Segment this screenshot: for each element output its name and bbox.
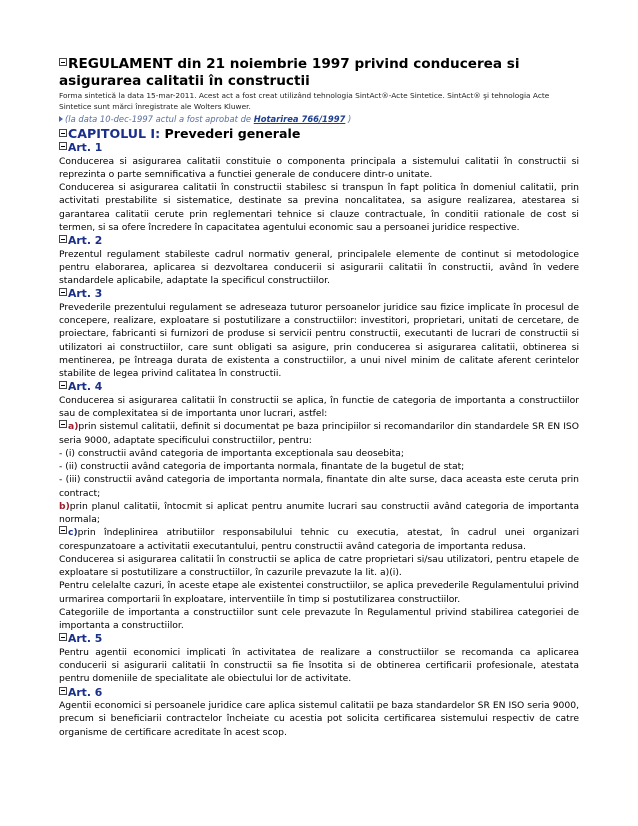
title-text: REGULAMENT din 21 noiembrie 1997 privind conducerea si asigurarea calitatii în constructii [59,56,520,89]
list-letter: b) [59,500,70,512]
article-label: Art. 6 [68,685,103,699]
list-item-c [59,526,579,553]
triangle-right-icon [59,116,63,122]
article-label: Art. 4 [68,380,103,394]
article-paragraph: Conducerea si asigurarea calitatii în constructii se aplica de catre proprietari si/sau utilizatori, pentru etapele de exploatare si postutilizare a constructiilor, în cazurile prevazute la lit. a)(i). [59,553,579,578]
article-heading [59,141,579,155]
article-paragraph: Conducerea si asigurarea calitatii constituie o componenta principala a sistemului calitatii în constructii si reprezinta o parte semnificativa a functiei generale de conducere dintr-o unitate. [59,155,579,180]
article-heading [59,287,579,301]
article-paragraph: Prezentul regulament stabileste cadrul normativ general, principalele elemente de continut si metodologice pentru elaborarea, aplicarea si dezvoltarea conducerii si asigurarii calitatii în constructii, având în vedere standardele aplicabile, adaptate la specificul constructiilor. [59,248,579,286]
approval-note [59,113,579,125]
sub-item: - (ii) constructii având categoria de importanta normala, finantate de la bugetul de stat; [59,461,465,472]
list-letter: c) [68,527,78,539]
article-paragraph: Conducerea si asigurarea calitatii în constructii se aplica, în functie de categoria de importanta a constructiilor sau de complexitatea si de importanta unor lucrari, astfel: [59,394,579,419]
chapter-heading [59,126,579,141]
note-prefix: (la data 10-dec-1997 actul a fost aprobat de [65,114,254,124]
list-text: prin planul calitatii, întocmit si aplicat pentru anumite lucrari sau constructii având categoria de importanta normala; [59,500,579,525]
article-heading [59,686,579,700]
sub-item: - (i) constructii având categoria de importanta exceptionala sau deosebita; [59,447,404,459]
article-paragraph: Prevederile prezentului regulament se adreseaza tuturor persoanelor juridice sau fizice implicate în procesul de concepere, realizare, exploatare si postutilizare a constructiilor: investitori, proprietari, unitati de cercetare, de proiectare, fabricanti si furnizori de produse si servicii pentru constructii, executanti de lucrari de constructii si utilizatori ai constructiilor, care sunt obligati sa asigure, prin conducerea si asigurarea calitatii, obtinerea si mentinerea, pe întreaga durata de existenta a constructiilor, a unui nivel minim de calitate aferent cerintelor stabilite de legea privind calitatea în constructii. [59,301,579,379]
article-paragraph: Conducerea si asigurarea calitatii în constructii stabilesc si transpun în fapt politica în domeniul calitatii, prin activitati prestabilite si sistematice, destinate sa previna noncalitatea, sa asigure realizarea, atestarea si garantarea calitatii cerute prin reglementari tehnice si clauze contractuale, în conditii rationale de cost si termen, si sa ofere încredere în capacitatea agentului economic sau a persoanei juridice respective. [59,182,579,233]
article-paragraph: Agentii economici si persoanele juridice care aplica sistemul calitatii pe baza standardelor SR EN ISO seria 9000, precum si beneficiarii contractelor încheiate cu acestia pot solicita certificarea sistemului respectiv de catre organisme de certificare acreditate în acest scop. [59,700,579,738]
collapse-icon[interactable] [59,633,67,641]
list-item-a [59,420,579,447]
chapter-title: Prevederi generale [164,126,301,141]
document [59,56,579,739]
article-heading [59,234,579,248]
collapse-icon[interactable] [59,142,67,150]
article-label: Art. 1 [68,141,103,154]
note-suffix: ) [345,114,352,124]
sub-item: - (iii) constructii având categoria de importanta normala, finantate din alte surse, daca aceasta este ceruta prin contract; [59,474,579,499]
collapse-icon[interactable] [59,526,67,534]
collapse-icon[interactable] [59,288,67,296]
collapse-icon[interactable] [59,381,67,389]
article-paragraph: Pentru agentii economici implicati în activitatea de realizare a constructiilor se recomanda ca aplicarea conducerii si asigurarii calitatii în constructii sa fie însotita si de obtinerea certificarii profesionale, atestata pentru domeniile de specialitate ale obiectului lor de activitate. [59,646,579,685]
article-paragraph: Pentru celelalte cazuri, în aceste etape ale existentei constructiilor, se aplica prevederile Regulamentului privind urmarirea comportarii în exploatare, interventiile în timp si postutilizarea constructiilor. [59,580,579,605]
list-item-b [59,500,579,527]
article-heading [59,380,579,394]
list-text: prin îndeplinirea atributiilor responsabilului tehnic cu executia, atestat, în cadrul unei organizari corespunzatoare a activitatii executantului, pentru constructii având categoria de importanta redusa. [59,527,579,552]
article-label: Art. 3 [68,287,103,301]
collapse-icon[interactable] [59,235,67,243]
collapse-icon[interactable] [59,129,67,137]
document-meta: Forma sintetică la data 15-mar-2011. Acest act a fost creat utilizând tehnologia SintAct®-Acte Sintetice. SintAct® şi tehnologia Acte Sintetice sunt mărci înregistrate ale Wolters Kluwer. [59,91,550,111]
law-link[interactable]: Hotarirea 766/1997 [253,114,346,124]
article-label: Art. 5 [68,632,103,646]
collapse-icon[interactable] [59,687,67,695]
article-paragraph: Categoriile de importanta a constructiilor sunt cele prevazute în Regulamentul privind stabilirea categoriei de importanta a constructiilor. [59,606,579,631]
collapse-icon[interactable] [59,420,67,428]
chapter-label: CAPITOLUL I: [68,126,161,141]
article-heading [59,632,579,646]
list-letter: a) [68,421,79,433]
list-text: prin sistemul calitatii, definit si documentat pe baza principiilor si recomandarilor din standardele SR EN ISO seria 9000, adaptate specificului constructiilor, pentru: [59,421,579,446]
document-title [59,56,579,90]
article-label: Art. 2 [68,234,103,247]
collapse-icon[interactable] [59,58,67,66]
